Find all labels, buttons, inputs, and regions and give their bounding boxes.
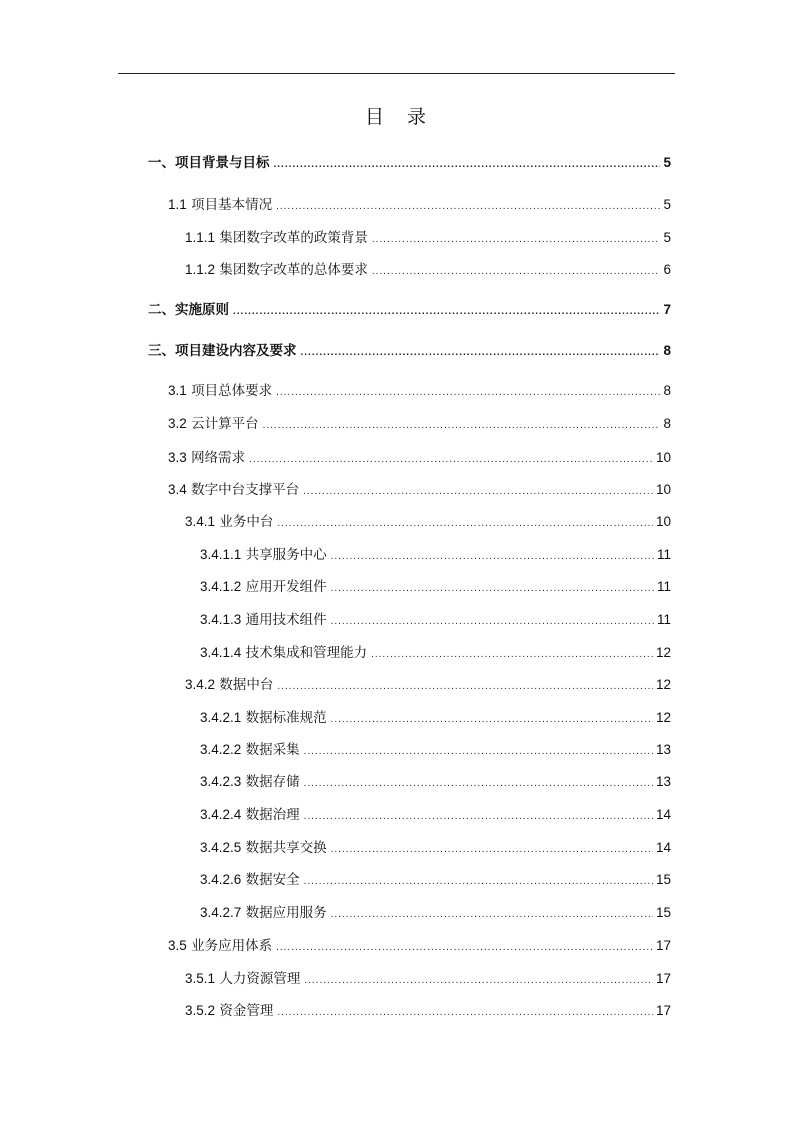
toc-dot-leader <box>371 644 653 666</box>
toc-entry-label <box>200 707 327 729</box>
toc-entry[interactable] <box>185 1000 671 1022</box>
toc-entry-text: 项目基本情况 <box>186 197 273 213</box>
toc-entry-number: 1.1.2 <box>185 262 216 277</box>
toc-entry[interactable] <box>148 340 671 362</box>
toc-entry-label <box>168 935 272 957</box>
toc-entry-number: 3.5.2 <box>185 1003 216 1018</box>
toc-entry[interactable] <box>200 837 671 859</box>
toc-entry-text: 实施原则 <box>175 302 229 318</box>
toc-dot-leader <box>372 229 661 251</box>
toc-entry[interactable] <box>200 576 671 598</box>
toc-entry-text: 数据标准规范 <box>241 710 327 726</box>
toc-entry-text: 项目建设内容及要求 <box>175 343 297 359</box>
toc-entry-page-number: 14 <box>655 840 671 855</box>
toc-entry[interactable] <box>168 935 671 957</box>
toc-entry-text: 数据应用服务 <box>241 905 327 921</box>
toc-entry[interactable] <box>168 194 671 216</box>
toc-entry-text: 集团数字改革的政策背景 <box>215 230 368 246</box>
toc-entry-label <box>168 380 272 402</box>
toc-dot-leader <box>331 546 654 568</box>
toc-entry-label <box>200 804 300 826</box>
toc-dot-leader <box>249 449 653 471</box>
toc-entry-text: 人力资源管理 <box>215 971 301 987</box>
toc-entry-text: 共享服务中心 <box>241 547 327 563</box>
toc-entry-number: 3.2 <box>168 416 187 431</box>
toc-entry-text: 云计算平台 <box>186 416 259 432</box>
toc-dot-leader <box>233 301 660 323</box>
toc-entry[interactable] <box>185 227 671 249</box>
toc-entry-label <box>200 869 300 891</box>
toc-entry-label <box>185 1000 273 1022</box>
toc-entry-text: 技术集成和管理能力 <box>241 645 368 661</box>
toc-entry-page-number: 8 <box>663 343 671 358</box>
toc-entry-label <box>148 299 229 321</box>
toc-entry-label <box>200 576 327 598</box>
toc-entry-page-number: 15 <box>655 872 671 887</box>
toc-entry[interactable] <box>200 902 671 924</box>
toc-dot-leader <box>304 871 653 893</box>
toc-entry-number: 一、 <box>148 155 175 170</box>
toc-entry-number: 3.4.1.4 <box>200 645 242 660</box>
toc-entry-number: 二、 <box>148 302 175 317</box>
toc-title: 目 录 <box>364 106 428 128</box>
toc-entry-page-number: 6 <box>663 262 671 277</box>
toc-entry-number: 三、 <box>148 343 175 358</box>
toc-entry-number: 3.4.1 <box>185 514 216 529</box>
toc-entry-page-number: 11 <box>656 547 671 562</box>
toc-entry[interactable] <box>200 707 671 729</box>
toc-entry[interactable] <box>168 380 671 402</box>
toc-entry[interactable] <box>200 771 671 793</box>
toc-entry-label <box>148 152 270 174</box>
toc-dot-leader <box>304 806 653 828</box>
toc-entry-text: 数据治理 <box>241 807 300 823</box>
toc-entry-number: 3.4.2.3 <box>200 774 242 789</box>
toc-entry-number: 3.4.2.2 <box>200 742 242 757</box>
toc-entry-text: 项目总体要求 <box>186 383 273 399</box>
toc-entry[interactable] <box>200 804 671 826</box>
toc-entry-label <box>200 739 300 761</box>
toc-entry-page-number: 10 <box>655 514 671 529</box>
toc-dot-leader <box>372 261 661 283</box>
toc-entry-label <box>185 259 368 281</box>
toc-entry-label <box>200 642 367 664</box>
toc-dot-leader <box>274 154 661 176</box>
toc-entry-page-number: 15 <box>655 905 671 920</box>
toc-entry-text: 业务中台 <box>215 514 274 530</box>
toc-dot-leader <box>277 676 653 698</box>
toc-dot-leader <box>304 773 653 795</box>
toc-entry-label <box>200 771 300 793</box>
toc-entry-page-number: 10 <box>655 482 671 497</box>
toc-entry-label <box>200 609 327 631</box>
toc-entry-page-number: 5 <box>663 155 671 170</box>
toc-entry-number: 3.4.2.4 <box>200 807 242 822</box>
toc-entry-label <box>148 340 297 362</box>
toc-entry[interactable] <box>148 299 671 321</box>
toc-dot-leader <box>331 578 654 600</box>
toc-entry[interactable] <box>168 479 671 501</box>
toc-entry-text: 网络需求 <box>186 450 246 466</box>
toc-entry-number: 3.5.1 <box>185 971 216 986</box>
toc-entry-text: 项目背景与目标 <box>175 155 270 171</box>
toc-entry-number: 1.1 <box>168 197 187 212</box>
toc-entry-text: 业务应用体系 <box>186 938 273 954</box>
toc-entry-label <box>168 447 245 469</box>
toc-entry-label <box>200 902 327 924</box>
toc-entry[interactable] <box>168 447 671 469</box>
toc-entry-text: 数据安全 <box>241 872 300 888</box>
toc-entry-page-number: 13 <box>655 742 671 757</box>
toc-dot-leader <box>304 741 653 763</box>
toc-dot-leader <box>277 513 653 535</box>
toc-entry-number: 1.1.1 <box>185 230 216 245</box>
toc-entry-label <box>185 674 273 696</box>
toc-entry-number: 3.4.2.7 <box>200 905 242 920</box>
toc-dot-leader <box>331 904 653 926</box>
toc-entry-number: 3.4.1.3 <box>200 612 242 627</box>
toc-entry-text: 数据存储 <box>241 774 300 790</box>
toc-entry-page-number: 7 <box>663 302 671 317</box>
toc-entry-text: 数据共享交换 <box>241 840 327 856</box>
toc-entry-page-number: 5 <box>663 230 671 245</box>
toc-entry[interactable] <box>200 609 671 631</box>
toc-dot-leader <box>303 481 653 503</box>
toc-entry-page-number: 13 <box>655 774 671 789</box>
toc-dot-leader <box>304 970 653 992</box>
toc-entry[interactable] <box>185 968 671 990</box>
toc-entry-text: 通用技术组件 <box>241 612 327 628</box>
toc-entry-page-number: 11 <box>656 579 671 594</box>
toc-dot-leader <box>301 342 661 364</box>
toc-entry-number: 3.1 <box>168 383 187 398</box>
toc-entry[interactable] <box>185 259 671 281</box>
toc-entry-label <box>168 194 272 216</box>
toc-entry-page-number: 14 <box>655 807 671 822</box>
toc-entry-page-number: 11 <box>656 612 671 627</box>
toc-entry[interactable] <box>200 739 671 761</box>
toc-dot-leader <box>331 709 653 731</box>
toc-dot-leader <box>276 382 660 404</box>
toc-entry[interactable] <box>185 511 671 533</box>
toc-dot-leader <box>276 937 653 959</box>
toc-entry-number: 3.4.2.6 <box>200 872 242 887</box>
toc-entry-number: 3.5 <box>168 938 187 953</box>
toc-dot-leader <box>263 415 661 437</box>
toc-entry[interactable] <box>200 544 671 566</box>
toc-entry-page-number: 10 <box>655 450 671 465</box>
toc-dot-leader <box>331 839 653 861</box>
toc-entry[interactable] <box>200 642 671 664</box>
toc-entry[interactable] <box>168 413 671 435</box>
toc-entry-number: 3.4.2 <box>185 677 216 692</box>
toc-entry-label <box>200 837 327 859</box>
toc-entry-label <box>168 479 299 501</box>
toc-entry-text: 集团数字改革的总体要求 <box>215 262 368 278</box>
toc-dot-leader <box>331 611 654 633</box>
toc-entry-label <box>185 227 368 249</box>
toc-entry-page-number: 12 <box>655 710 671 725</box>
toc-entry-page-number: 17 <box>655 938 671 953</box>
toc-dot-leader <box>276 196 660 218</box>
toc-entry-page-number: 17 <box>655 1003 671 1018</box>
toc-entry-text: 资金管理 <box>215 1003 274 1019</box>
toc-entry-label <box>185 968 300 990</box>
toc-entry[interactable] <box>148 152 671 174</box>
toc-entry-number: 3.4.1.1 <box>200 547 242 562</box>
toc-entry-page-number: 8 <box>663 416 671 431</box>
toc-dot-leader <box>277 1002 653 1024</box>
toc-entry-text: 数字中台支撑平台 <box>186 482 300 498</box>
toc-entry-number: 3.3 <box>168 450 187 465</box>
toc-entry-page-number: 12 <box>655 645 671 660</box>
toc-entry[interactable] <box>185 674 671 696</box>
toc-entry-label <box>200 544 327 566</box>
toc-entry-number: 3.4 <box>168 482 187 497</box>
toc-entry-page-number: 5 <box>663 197 671 212</box>
toc-entry-number: 3.4.2.1 <box>200 710 242 725</box>
toc-entry-text: 应用开发组件 <box>241 579 327 595</box>
toc-entry-number: 3.4.2.5 <box>200 840 242 855</box>
toc-entry-label <box>168 413 259 435</box>
toc-entry-text: 数据采集 <box>241 742 300 758</box>
toc-entry-page-number: 17 <box>655 971 671 986</box>
toc-entry-number: 3.4.1.2 <box>200 579 242 594</box>
toc-entry-label <box>185 511 273 533</box>
toc-entry-page-number: 12 <box>655 677 671 692</box>
toc-entry-text: 数据中台 <box>215 677 274 693</box>
toc-entry-page-number: 8 <box>663 383 671 398</box>
toc-entry[interactable] <box>200 869 671 891</box>
